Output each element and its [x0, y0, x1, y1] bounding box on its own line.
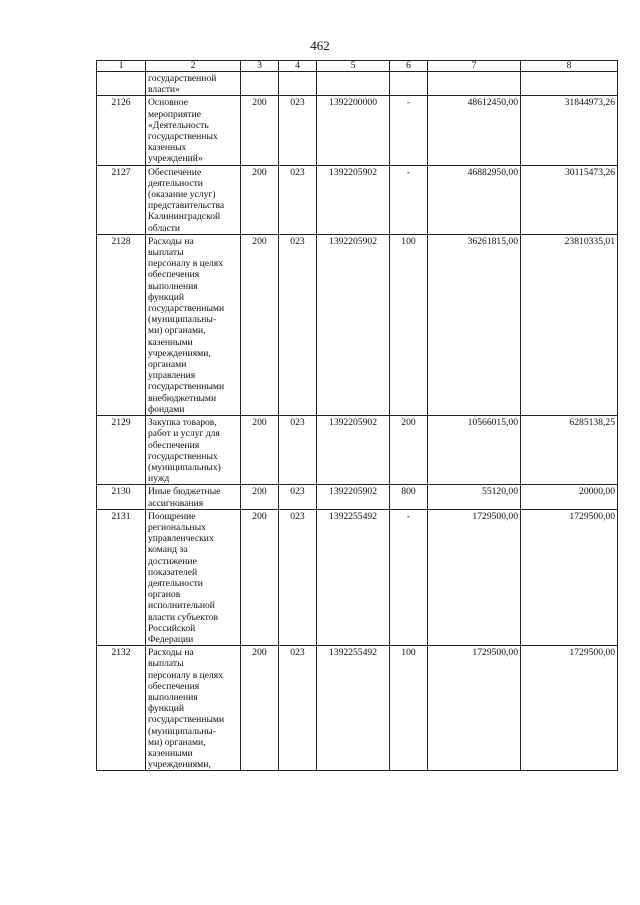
item-name-cell [146, 485, 241, 509]
item-name-line: региональных [148, 521, 206, 533]
item-name-cell [146, 509, 241, 645]
expense-type-cell [390, 72, 428, 96]
amount-planned-cell: 1729500,00 [428, 646, 521, 771]
row-number-cell: 2132 [97, 646, 146, 771]
target-article-cell: 1392255492 [317, 509, 390, 645]
item-name-line: выполнения [148, 280, 198, 292]
expense-type-cell: 200 [390, 416, 428, 485]
table-row [97, 96, 618, 165]
item-name-line: обеспечения [148, 439, 200, 451]
item-name-line: персоналу в целях [148, 258, 224, 270]
column-header: 2 [146, 61, 241, 72]
item-name-line: государственными [148, 714, 225, 726]
row-number-cell [97, 72, 146, 96]
target-article-cell: 1392205902 [317, 416, 390, 485]
subsection-code-cell: 023 [279, 509, 317, 645]
item-name-line: выполнения [148, 691, 198, 703]
item-name-line: деятельности [148, 177, 203, 189]
item-name-line: обеспечения [148, 269, 200, 281]
budget-table [96, 60, 618, 771]
item-name-line: государственных [148, 450, 218, 462]
item-name-line: Калининградской [148, 211, 221, 223]
amount-actual-cell: 31844973,26 [521, 96, 618, 165]
amount-planned-cell: 10566015,00 [428, 416, 521, 485]
target-article-cell: 1392200000 [317, 96, 390, 165]
table-body [97, 72, 618, 771]
section-code-cell: 200 [241, 234, 279, 415]
item-name-line: ассигнования [148, 497, 204, 509]
item-name-line: внебюджетными [148, 392, 217, 404]
table-row [97, 646, 618, 771]
amount-planned-cell: 55120,00 [428, 485, 521, 509]
item-name-line: работ и услуг для [148, 428, 220, 440]
target-article-cell: 1392205902 [317, 234, 390, 415]
row-number-cell: 2126 [97, 96, 146, 165]
item-name-cell [146, 165, 241, 234]
amount-actual-cell: 20000,00 [521, 485, 618, 509]
item-name-line: управленческих [148, 533, 214, 545]
item-name-line: (муниципальных) [148, 461, 221, 473]
target-article-cell [317, 72, 390, 96]
item-name-line: Основное [148, 97, 188, 109]
amount-actual-cell [521, 72, 618, 96]
item-name-line: Федерации [148, 633, 194, 645]
item-name-line: области [148, 222, 181, 234]
column-header: 1 [97, 61, 146, 72]
expense-type-cell: - [390, 165, 428, 234]
item-name-line: команд за [148, 544, 188, 556]
item-name-line: Закупка товаров, [148, 417, 217, 429]
item-name-line: фондами [148, 403, 185, 415]
section-code-cell: 200 [241, 416, 279, 485]
item-name-line: управления [148, 370, 196, 382]
item-name-line: ми) органами, [148, 325, 206, 337]
item-name-line: казенных [148, 142, 187, 154]
item-name-line: исполнительной [148, 600, 215, 612]
item-name-cell [146, 96, 241, 165]
subsection-code-cell: 023 [279, 96, 317, 165]
header-row [97, 61, 618, 72]
item-name-cell [146, 72, 241, 96]
table-row [97, 72, 618, 96]
table-row [97, 165, 618, 234]
item-name-line: выплаты [148, 247, 184, 259]
column-header: 4 [279, 61, 317, 72]
item-name-line: персоналу в целях [148, 669, 224, 681]
column-header: 5 [317, 61, 390, 72]
expense-type-cell: 100 [390, 234, 428, 415]
table-row [97, 234, 618, 415]
subsection-code-cell: 023 [279, 646, 317, 771]
item-name-line: нужд [148, 473, 170, 485]
row-number-cell: 2130 [97, 485, 146, 509]
amount-planned-cell [428, 72, 521, 96]
table-row [97, 416, 618, 485]
item-name-line: (муниципальны- [148, 314, 217, 326]
target-article-cell: 1392205902 [317, 485, 390, 509]
item-name-line: казенными [148, 336, 193, 348]
amount-actual-cell: 30115473,26 [521, 165, 618, 234]
item-name-line: казенными [148, 747, 193, 759]
item-name-line: учреждениями, [148, 759, 211, 771]
section-code-cell: 200 [241, 509, 279, 645]
subsection-code-cell [279, 72, 317, 96]
expense-type-cell: - [390, 96, 428, 165]
item-name-line: мероприятие [148, 108, 201, 120]
column-header: 7 [428, 61, 521, 72]
row-number-cell: 2127 [97, 165, 146, 234]
item-name-cell [146, 646, 241, 771]
subsection-code-cell: 023 [279, 485, 317, 509]
item-name-line: органами [148, 359, 187, 371]
section-code-cell: 200 [241, 96, 279, 165]
item-name-line: деятельности [148, 577, 203, 589]
row-number-cell: 2128 [97, 234, 146, 415]
amount-actual-cell: 23810335,01 [521, 234, 618, 415]
expense-type-cell: - [390, 509, 428, 645]
amount-actual-cell: 6285138,25 [521, 416, 618, 485]
item-name-line: показателей [148, 566, 198, 578]
amount-planned-cell: 48612450,00 [428, 96, 521, 165]
item-name-cell [146, 234, 241, 415]
item-name-line: учреждениями, [148, 347, 211, 359]
item-name-line: достижение [148, 555, 197, 567]
section-code-cell: 200 [241, 646, 279, 771]
column-header: 6 [390, 61, 428, 72]
expense-type-cell: 100 [390, 646, 428, 771]
page-number: 462 [310, 38, 330, 53]
item-name-line: ми) органами, [148, 736, 206, 748]
item-name-line: Иные бюджетные [148, 486, 221, 498]
column-header: 8 [521, 61, 618, 72]
target-article-cell: 1392205902 [317, 165, 390, 234]
expense-type-cell: 800 [390, 485, 428, 509]
item-name-line: Расходы на [148, 647, 194, 659]
item-name-line: власти» [148, 84, 180, 96]
section-code-cell: 200 [241, 485, 279, 509]
target-article-cell: 1392255492 [317, 646, 390, 771]
table-row [97, 485, 618, 509]
item-name-line: представительства [148, 200, 225, 212]
item-name-line: (муниципальны- [148, 725, 217, 737]
subsection-code-cell: 023 [279, 416, 317, 485]
item-name-line: выплаты [148, 658, 184, 670]
item-name-line: Поощрение [148, 510, 196, 522]
item-name-line: функций [148, 703, 184, 715]
item-name-cell [146, 416, 241, 485]
section-code-cell [241, 72, 279, 96]
item-name-line: обеспечения [148, 680, 200, 692]
table-row [97, 509, 618, 645]
item-name-line: государственной [148, 73, 217, 84]
item-name-line: власти субъектов [148, 611, 219, 623]
amount-actual-cell: 1729500,00 [521, 646, 618, 771]
amount-planned-cell: 46882950,00 [428, 165, 521, 234]
item-name-line: учреждений» [148, 153, 203, 165]
item-name-line: органов [148, 589, 181, 601]
column-header: 3 [241, 61, 279, 72]
item-name-line: государственных [148, 131, 218, 143]
item-name-line: Расходы на [148, 235, 194, 247]
item-name-line: Обеспечение [148, 166, 202, 178]
section-code-cell: 200 [241, 165, 279, 234]
item-name-line: (оказание услуг) [148, 189, 216, 201]
amount-planned-cell: 1729500,00 [428, 509, 521, 645]
row-number-cell: 2129 [97, 416, 146, 485]
subsection-code-cell: 023 [279, 165, 317, 234]
item-name-line: государственными [148, 381, 225, 393]
amount-actual-cell: 1729500,00 [521, 509, 618, 645]
item-name-line: Российской [148, 622, 196, 634]
item-name-line: государственными [148, 303, 225, 315]
row-number-cell: 2131 [97, 509, 146, 645]
item-name-line: «Деятельность [148, 119, 209, 131]
subsection-code-cell: 023 [279, 234, 317, 415]
item-name-line: функций [148, 291, 184, 303]
amount-planned-cell: 36261815,00 [428, 234, 521, 415]
